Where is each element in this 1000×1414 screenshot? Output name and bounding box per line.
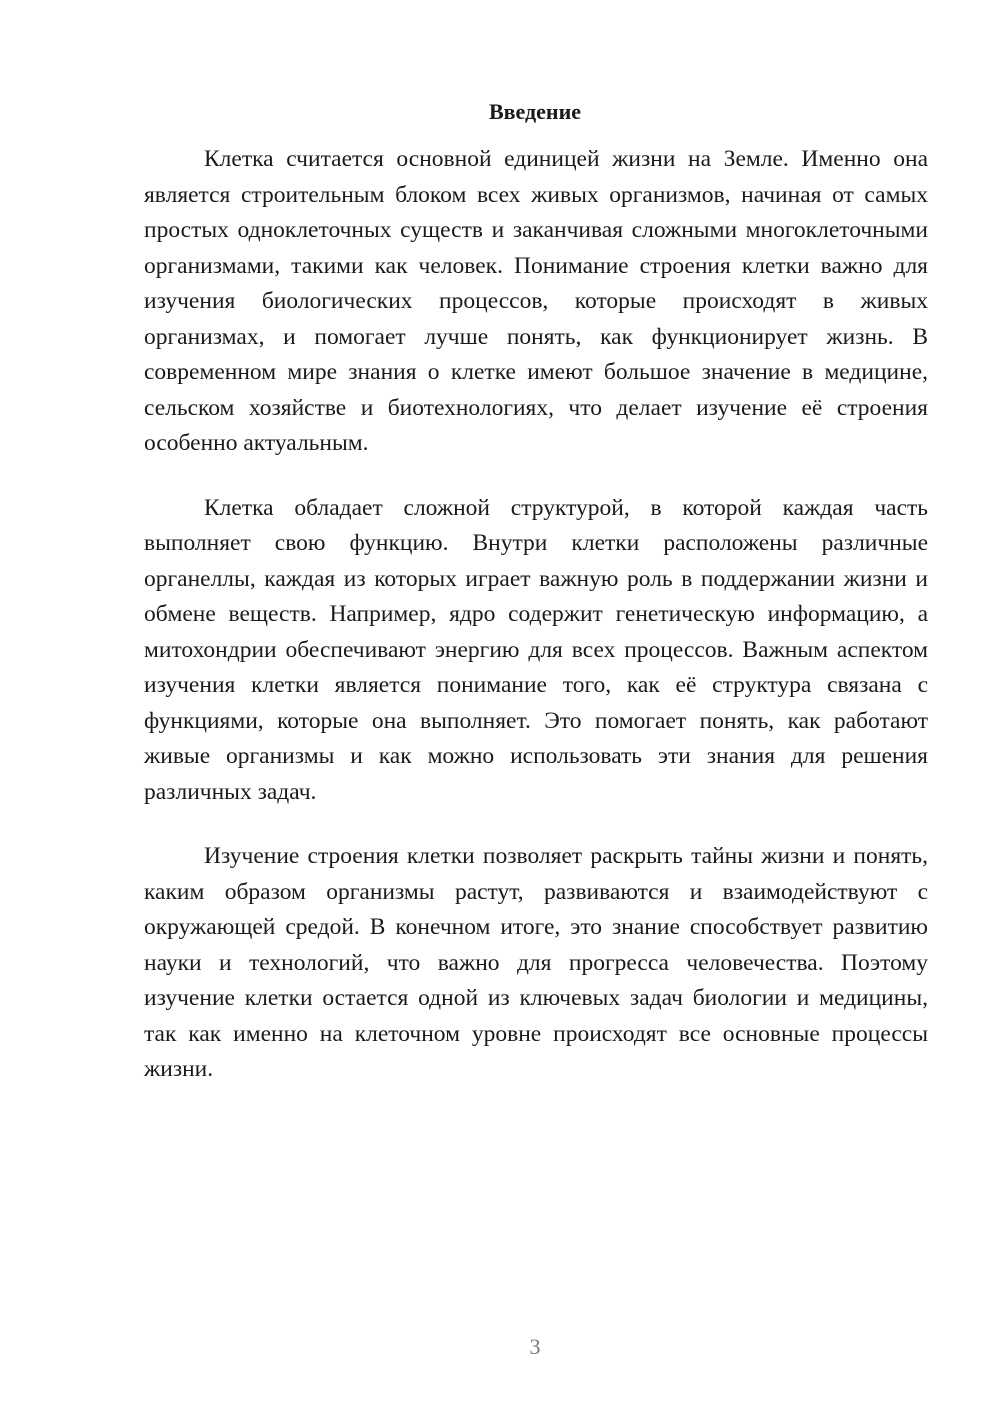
page-number: 3 <box>529 1334 541 1359</box>
body-text <box>144 142 928 1117</box>
paragraph-3: Изучение строения клетки позволяет раскрыть тайны жизни и понять, каким образом организмы растут, развиваются и взаимодействуют с окружающей средой. В конечном итоге, это знание способствует развитию науки и технологий, что важно для прогресса человечества. Поэтому изучение клетки остается одной из ключевых задач биологии и медицины, так как именно на клеточном уровне происходят все основные процессы жизни. <box>144 843 928 1082</box>
paragraph-2: Клетка обладает сложной структурой, в которой каждая часть выполняет свою функцию. Внутри клетки расположены различные органеллы, каждая из которых играет важную роль в поддержании жизни и обмене веществ. Например, ядро содержит генетическую информацию, а митохондрии обеспечивают энергию для всех процессов. Важным аспектом изучения клетки является понимание того, как её структура связана с функциями, которые она выполняет. Это помогает понять, как работают живые организмы и как можно использовать эти знания для решения различных задач. <box>144 494 928 805</box>
paragraph-1: Клетка считается основной единицей жизни на Земле. Именно она является строительным блоком всех живых организмов, начиная от самых простых одноклеточных существ и заканчивая сложными многоклеточными организмами, такими как человек. Понимание строения клетки важно для изучения биологических процессов, которые происходят в живых организмах, и помогает лучше понять, как функционирует жизнь. В современном мире знания о клетке имеют большое значение в медицине, сельском хозяйстве и биотехнологиях, что делает изучение её строения особенно актуальным. <box>144 146 928 456</box>
section-heading: Введение <box>488 99 582 124</box>
